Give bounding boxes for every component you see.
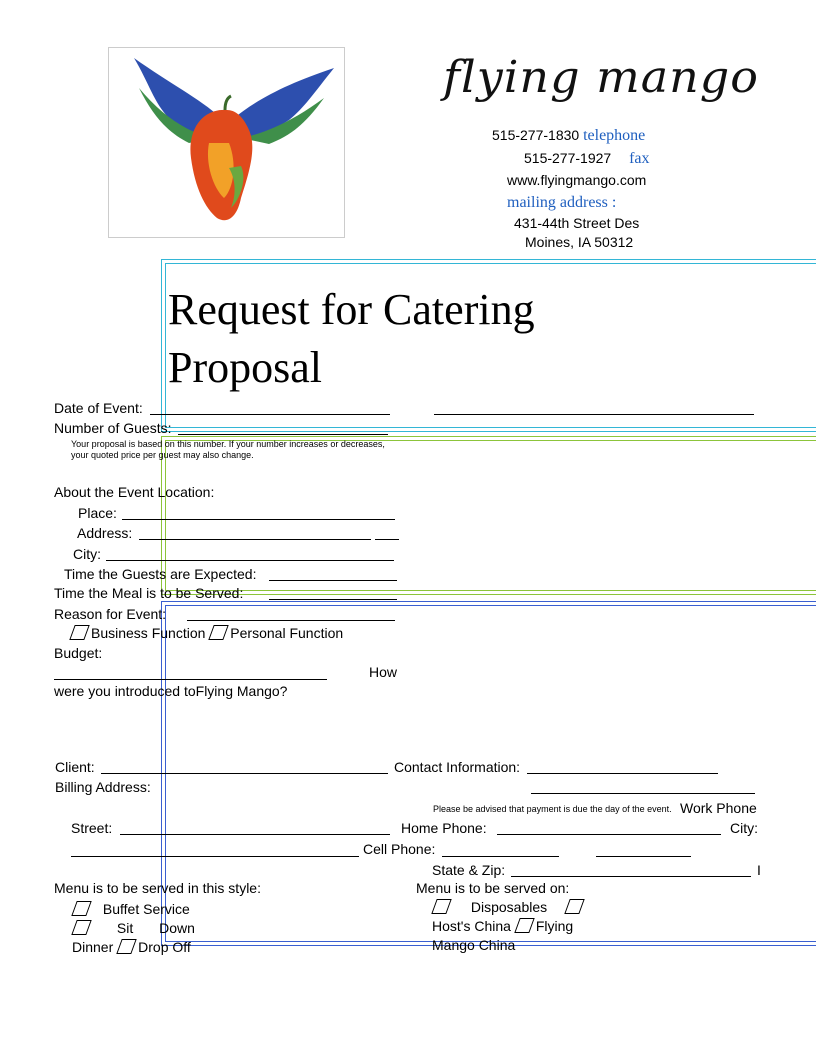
contact-label: Contact Information:: [394, 759, 521, 775]
telephone-label: telephone: [583, 127, 646, 144]
cell-phone-field-2[interactable]: [596, 856, 691, 857]
hosts-china-option: [432, 918, 573, 934]
guests-note-2: your quoted price per guest may also change.: [71, 450, 254, 460]
home-phone-field[interactable]: [497, 834, 721, 835]
date-field[interactable]: [150, 414, 390, 415]
fax-line: [524, 150, 650, 168]
meal-served-label: Time the Meal is to be Served:: [54, 585, 244, 601]
buffet-option: [72, 901, 190, 917]
frame-green: [161, 436, 816, 595]
guests-field[interactable]: [178, 434, 388, 435]
budget-field[interactable]: [54, 679, 327, 680]
how-label: How: [369, 664, 398, 680]
disposables-checkbox[interactable]: [431, 899, 451, 914]
website[interactable]: www.flyingmango.com: [507, 172, 647, 188]
telephone-line: [492, 127, 645, 145]
menu-on-label: Menu is to be served on:: [416, 880, 570, 896]
city2-label: City:: [730, 820, 758, 836]
title-line-1: Request for Catering: [168, 285, 535, 334]
logo-box: [108, 47, 345, 238]
personal-function-label: Personal Function: [230, 625, 344, 641]
dinner-drop-off-option: [72, 939, 191, 955]
buffet-checkbox[interactable]: [71, 901, 91, 916]
payment-note: Please be advised that payment is due the day of the event.: [433, 804, 672, 814]
cell-phone-field[interactable]: [442, 856, 559, 857]
hosts-china-label: Host's China: [432, 918, 511, 934]
meal-served-field[interactable]: [269, 599, 397, 600]
city-field[interactable]: [106, 560, 394, 561]
hosts-china-checkbox[interactable]: [564, 899, 584, 914]
reason-label: Reason for Event:: [54, 606, 167, 622]
place-field[interactable]: [122, 519, 395, 520]
client-label: Client:: [55, 759, 95, 775]
date-label: Date of Event:: [54, 400, 143, 416]
date-field-2[interactable]: [434, 414, 754, 415]
guests-note-1: Your proposal is based on this number. If your number increases or decreases,: [71, 439, 385, 449]
home-phone-label: Home Phone:: [401, 820, 487, 836]
address-line-1: 431-44th Street Des: [514, 215, 640, 231]
buffet-label: Buffet Service: [102, 901, 190, 917]
address-field[interactable]: [139, 539, 371, 540]
location-label: About the Event Location:: [54, 484, 215, 500]
guests-label: Number of Guests:: [54, 420, 172, 436]
dinner-label: Dinner: [72, 939, 114, 955]
introduced-label: were you introduced toFlying Mango?: [54, 683, 288, 699]
business-function-label: Business Function: [91, 625, 206, 641]
address-field-2[interactable]: [375, 539, 399, 540]
street-field[interactable]: [120, 834, 390, 835]
sit-down-checkbox[interactable]: [71, 920, 91, 935]
brand-name: flying mango: [443, 51, 759, 103]
drop-off-checkbox[interactable]: [116, 939, 136, 954]
guests-expected-field[interactable]: [269, 580, 397, 581]
state-zip-field[interactable]: [511, 876, 751, 877]
address-label: Address:: [77, 525, 133, 541]
mango-china-label: Mango China: [432, 937, 516, 953]
title-line-2: Proposal: [168, 343, 322, 392]
sit-down-option: [72, 920, 195, 936]
client-field[interactable]: [101, 773, 388, 774]
fax-label: fax: [629, 150, 650, 167]
work-phone-label: Work Phone: [680, 800, 757, 816]
flying-mango-china-checkbox[interactable]: [514, 918, 534, 933]
winged-mango-icon: [109, 48, 346, 239]
down-label: Down: [159, 920, 195, 936]
flying-label: Flying: [535, 918, 574, 934]
street-label: Street:: [71, 820, 113, 836]
phone-number: 515-277-1830: [492, 127, 580, 143]
fax-number: 515-277-1927: [524, 150, 612, 166]
budget-label: Budget:: [54, 645, 103, 661]
reason-field[interactable]: [187, 620, 395, 621]
contact-field[interactable]: [527, 773, 718, 774]
mailing-address-label: mailing address :: [507, 194, 617, 211]
contact-field-2[interactable]: [531, 793, 755, 794]
business-function-checkbox[interactable]: [69, 625, 89, 640]
place-label: Place:: [78, 505, 117, 521]
disposables-option: [432, 899, 586, 915]
disposables-label: Disposables: [470, 899, 548, 915]
trailing-mark: I: [757, 862, 761, 878]
city2-field[interactable]: [71, 856, 359, 857]
sit-label: Sit: [116, 920, 134, 936]
guests-expected-label: Time the Guests are Expected:: [64, 566, 257, 582]
cell-phone-label: Cell Phone:: [363, 841, 436, 857]
menu-style-label: Menu is to be served in this style:: [54, 880, 261, 896]
address-line-2: Moines, IA 50312: [525, 234, 634, 250]
personal-function-checkbox[interactable]: [209, 625, 229, 640]
city-label: City:: [73, 546, 101, 562]
billing-label: Billing Address:: [55, 779, 151, 795]
state-zip-label: State & Zip:: [432, 862, 506, 878]
drop-off-label: Drop Off: [138, 939, 191, 955]
function-options: [70, 625, 343, 641]
